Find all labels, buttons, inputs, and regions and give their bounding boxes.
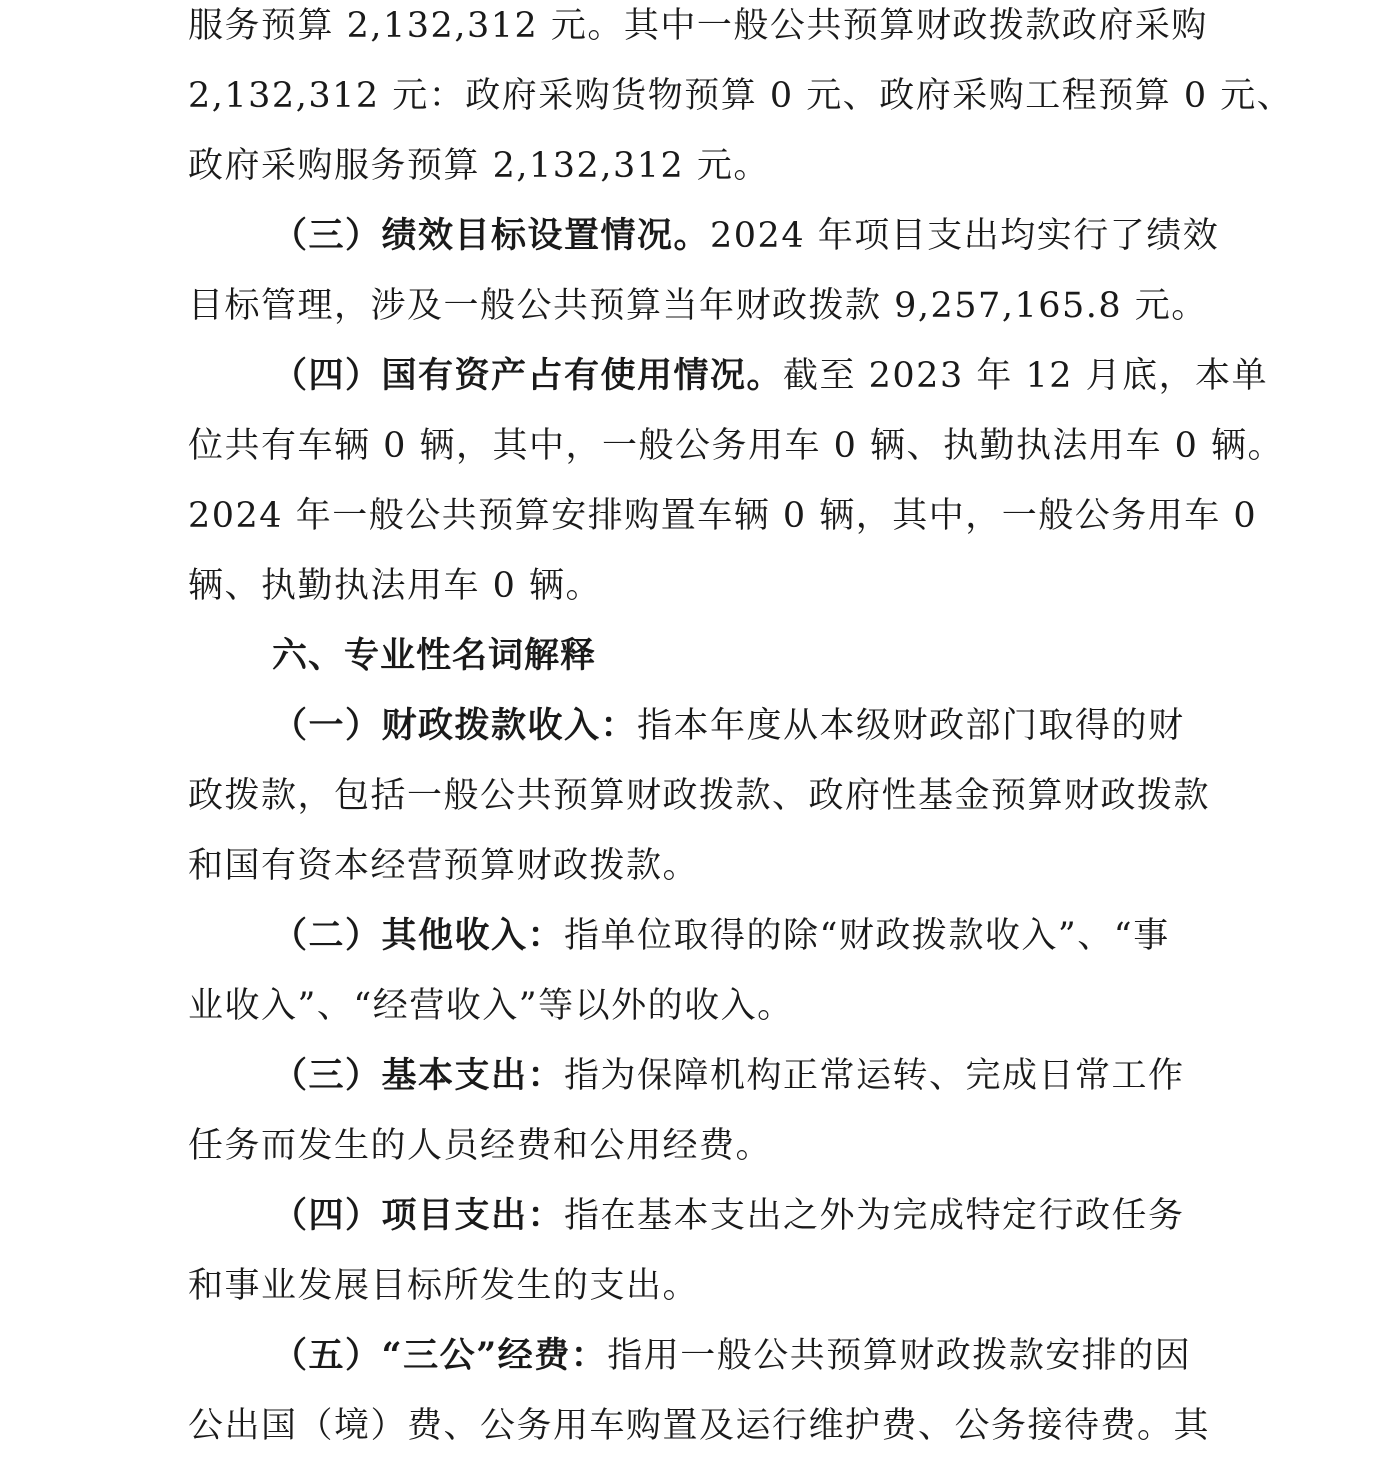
paragraph-performance-goals (272, 216, 1219, 256)
paragraph-lead: （三）基本支出： (272, 1055, 565, 1096)
paragraph-lead: （一）财政拨款收入： (272, 705, 638, 746)
paragraph-project-expenditure (272, 1196, 1185, 1236)
paragraph-text: 2024 年项目支出均实行了绩效 (710, 216, 1220, 256)
paragraph-lead: （四）国有资产占有使用情况。 (272, 355, 784, 396)
paragraph-fiscal-income (272, 706, 1185, 746)
text-line: 任务而发生的人员经费和公用经费。 (188, 1126, 773, 1166)
paragraph-lead: （三）绩效目标设置情况。 (272, 215, 711, 256)
text-line: 业收入”、“经营收入”等以外的收入。 (188, 986, 794, 1026)
text-line: 公出国（境）费、公务用车购置及运行维护费、公务接待费。其 (188, 1406, 1211, 1446)
paragraph-text: 指在基本支出之外为完成特定行政任务 (564, 1196, 1185, 1236)
paragraph-text: 指单位取得的除“财政拨款收入”、“事 (564, 916, 1170, 956)
paragraph-lead: （二）其他收入： (272, 915, 565, 956)
paragraph-text: 指为保障机构正常运转、完成日常工作 (564, 1056, 1185, 1096)
text-line: 政拨款，包括一般公共预算财政拨款、政府性基金预算财政拨款 (188, 776, 1211, 816)
text-line: 2,132,312 元：政府采购货物预算 0 元、政府采购工程预算 0 元、 (188, 76, 1294, 116)
paragraph-basic-expenditure (272, 1056, 1185, 1096)
paragraph-text: 截至 2023 年 12 月底，本单 (783, 356, 1269, 396)
paragraph-three-public-expenses (272, 1336, 1191, 1376)
text-line: 位共有车辆 0 辆，其中，一般公务用车 0 辆、执勤执法用车 0 辆。 (188, 426, 1285, 466)
text-line: 和国有资本经营预算财政拨款。 (188, 846, 700, 886)
paragraph-other-income (272, 916, 1170, 956)
paragraph-lead: （四）项目支出： (272, 1195, 565, 1236)
paragraph-lead: （五）“三公”经费： (272, 1335, 608, 1376)
text-line: 政府采购服务预算 2,132,312 元。 (188, 146, 770, 186)
paragraph-text: 指用一般公共预算财政拨款安排的因 (607, 1336, 1192, 1376)
text-line: 2024 年一般公共预算安排购置车辆 0 辆，其中，一般公务用车 0 (188, 496, 1258, 536)
text-line: 服务预算 2,132,312 元。其中一般公共预算财政拨款政府采购 (188, 6, 1208, 46)
paragraph-state-assets (272, 356, 1268, 396)
text-line: 辆、执勤执法用车 0 辆。 (188, 566, 603, 606)
text-line: 和事业发展目标所发生的支出。 (188, 1266, 700, 1306)
text-line: 目标管理，涉及一般公共预算当年财政拨款 9,257,165.8 元。 (188, 286, 1208, 326)
paragraph-text: 指本年度从本级财政部门取得的财 (637, 706, 1185, 746)
section-heading: 六、专业性名词解释 (272, 636, 597, 676)
